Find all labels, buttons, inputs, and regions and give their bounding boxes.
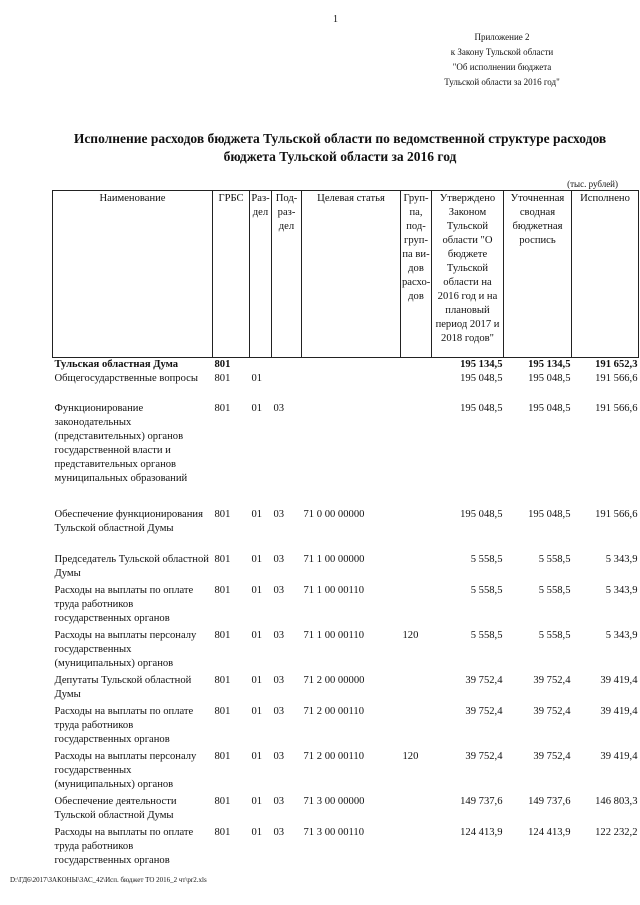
cell-refined: 5 558,5 <box>538 630 571 641</box>
cell-approved: 5 558,5 <box>470 585 503 596</box>
cell-razdel: 01 <box>251 585 263 596</box>
cell-name: Обеспечение функционирования Тульской областной Думы <box>54 509 203 534</box>
cell-target: 71 1 00 00000 <box>303 554 365 565</box>
title-line-2: бюджета Тульской области за 2016 год <box>223 149 457 164</box>
header-target: Целевая статья <box>302 191 401 358</box>
table-row <box>53 402 639 508</box>
cell-group <box>401 674 432 705</box>
cell-refined: 195 048,5 <box>528 403 571 414</box>
cell-approved: 124 413,9 <box>460 827 503 838</box>
cell-razdel: 01 <box>251 796 263 807</box>
cell-group <box>401 402 432 508</box>
header-name: Наименование <box>53 191 213 358</box>
cell-grbs: 801 <box>214 554 231 565</box>
header-approved: Утверждено Законом Тульской области "О бюджете Тульской области на 2016 год и на плановый период 2017 и 2018 годов" <box>432 191 504 358</box>
cell-grbs: 801 <box>214 403 231 414</box>
cell-approved: 39 752,4 <box>465 706 503 717</box>
cell-grbs: 801 <box>214 585 231 596</box>
cell-razdel: 01 <box>251 706 263 717</box>
cell-executed: 191 566,6 <box>595 509 638 520</box>
table-row <box>53 553 639 584</box>
cell-razdel: 01 <box>251 751 263 762</box>
units-label: (тыс. рублей) <box>567 179 618 189</box>
cell-group <box>401 584 432 629</box>
table-row <box>53 795 639 826</box>
cell-group <box>401 372 432 402</box>
cell-refined: 5 558,5 <box>538 554 571 565</box>
cell-approved: 195 048,5 <box>460 373 503 384</box>
cell-target: 71 3 00 00110 <box>303 827 365 838</box>
table-row <box>53 674 639 705</box>
cell-grbs: 801 <box>213 358 250 373</box>
cell-refined: 39 752,4 <box>533 706 571 717</box>
cell-target: 71 2 00 00110 <box>303 706 365 717</box>
cell-approved: 149 737,6 <box>460 796 503 807</box>
cell-podrazdel: 03 <box>273 630 285 641</box>
cell-refined: 124 413,9 <box>528 827 571 838</box>
title-line-1: Исполнение расходов бюджета Тульской области по ведомственной структуре расходов <box>73 131 607 146</box>
annex-line: Тульской области за 2016 год" <box>444 77 560 87</box>
cell-group <box>401 553 432 584</box>
cell-executed: 39 419,4 <box>600 675 638 686</box>
cell-group <box>401 508 432 553</box>
annex-line: к Закону Тульской области <box>450 47 554 57</box>
file-path-footer: D:\ГД6\2017\ЗАКОНЫ\ЗАС_42\Исп. бюджет ТО 2016_2 чт\pr2.xls <box>10 876 207 884</box>
table-body <box>53 358 639 872</box>
cell-refined: 5 558,5 <box>538 585 571 596</box>
cell-approved: 5 558,5 <box>470 630 503 641</box>
cell-refined: 39 752,4 <box>533 751 571 762</box>
cell-podrazdel: 03 <box>273 585 285 596</box>
cell-razdel: 01 <box>251 509 263 520</box>
cell-group <box>401 705 432 750</box>
cell-target: 71 2 00 00000 <box>303 675 365 686</box>
cell-approved: 5 558,5 <box>470 554 503 565</box>
cell-razdel: 01 <box>251 554 263 565</box>
cell-podrazdel: 03 <box>273 706 285 717</box>
cell-group <box>401 795 432 826</box>
table-row <box>53 372 639 402</box>
table-row <box>53 508 639 553</box>
cell-grbs: 801 <box>214 373 231 384</box>
cell-podrazdel: 03 <box>273 751 285 762</box>
cell-podrazdel: 03 <box>273 509 285 520</box>
cell-approved: 39 752,4 <box>465 675 503 686</box>
cell-razdel: 01 <box>251 403 263 414</box>
cell-razdel <box>250 358 272 373</box>
cell-target <box>302 372 401 402</box>
cell-executed: 5 343,9 <box>605 554 638 565</box>
cell-executed: 191 652,3 <box>572 358 639 373</box>
cell-podrazdel: 03 <box>273 796 285 807</box>
cell-grbs: 801 <box>214 509 231 520</box>
header-refined: Уточненная сводная бюджетная роспись <box>504 191 572 358</box>
table-row <box>53 358 639 373</box>
annex-line: "Об исполнении бюджета <box>452 62 552 72</box>
cell-approved: 195 048,5 <box>460 403 503 414</box>
annex-heading <box>392 30 612 90</box>
cell-group <box>401 358 432 373</box>
cell-name: Функционирование законодательных (представительных) органов государственной власти и представительных органов муниципальных образований <box>54 403 188 484</box>
cell-razdel: 01 <box>251 630 263 641</box>
cell-target: 71 1 00 00110 <box>303 585 365 596</box>
header-razdel: Раз-дел <box>250 191 272 358</box>
cell-name: Расходы на выплаты по оплате труда работников государственных органов <box>54 706 194 745</box>
table-row <box>53 750 639 795</box>
cell-refined: 195 048,5 <box>528 509 571 520</box>
cell-razdel: 01 <box>251 827 263 838</box>
cell-grbs: 801 <box>214 675 231 686</box>
cell-podrazdel: 03 <box>273 554 285 565</box>
cell-grbs: 801 <box>214 796 231 807</box>
cell-group: 120 <box>402 630 419 641</box>
cell-podrazdel <box>272 372 302 402</box>
cell-target: 71 1 00 00110 <box>303 630 365 641</box>
header-row <box>53 191 639 358</box>
cell-name: Расходы на выплаты по оплате труда работников государственных органов <box>54 827 194 866</box>
table-row <box>53 584 639 629</box>
table-row <box>53 705 639 750</box>
budget-table <box>52 190 639 871</box>
cell-grbs: 801 <box>214 827 231 838</box>
cell-target: 71 0 00 00000 <box>303 509 365 520</box>
cell-name: Общегосударственные вопросы <box>54 373 198 384</box>
cell-name: Председатель Тульской областной Думы <box>54 554 209 579</box>
cell-podrazdel: 03 <box>273 403 285 414</box>
header-grbs: ГРБС <box>213 191 250 358</box>
table-row <box>53 826 639 871</box>
cell-group: 120 <box>402 751 419 762</box>
cell-grbs: 801 <box>214 751 231 762</box>
cell-name: Тульская областная Дума <box>53 358 213 373</box>
cell-podrazdel: 03 <box>273 675 285 686</box>
cell-approved: 195 048,5 <box>460 509 503 520</box>
cell-target <box>302 358 401 373</box>
cell-refined: 195 134,5 <box>504 358 572 373</box>
page-number: 1 <box>333 14 338 25</box>
header-podrazdel: Под-раз-дел <box>272 191 302 358</box>
cell-executed: 191 566,6 <box>595 373 638 384</box>
cell-target: 71 3 00 00000 <box>303 796 365 807</box>
cell-executed: 122 232,2 <box>595 827 638 838</box>
cell-executed: 146 803,3 <box>595 796 638 807</box>
cell-approved: 195 134,5 <box>432 358 504 373</box>
cell-target <box>302 402 401 508</box>
cell-name: Депутаты Тульской областной Думы <box>54 675 192 700</box>
cell-executed: 39 419,4 <box>600 706 638 717</box>
cell-name: Расходы на выплаты по оплате труда работников государственных органов <box>54 585 194 624</box>
annex-line: Приложение 2 <box>474 32 530 42</box>
table-row <box>53 629 639 674</box>
cell-name: Расходы на выплаты персоналу государственных (муниципальных) органов <box>54 751 197 790</box>
cell-grbs: 801 <box>214 706 231 717</box>
cell-refined: 39 752,4 <box>533 675 571 686</box>
cell-executed: 5 343,9 <box>605 585 638 596</box>
cell-name: Обеспечение деятельности Тульской областной Думы <box>54 796 177 821</box>
header-group: Груп-па, под-груп-па ви-дов расхо-дов <box>401 191 432 358</box>
cell-executed: 5 343,9 <box>605 630 638 641</box>
document-title <box>40 130 640 166</box>
cell-executed: 39 419,4 <box>600 751 638 762</box>
cell-approved: 39 752,4 <box>465 751 503 762</box>
cell-razdel: 01 <box>251 373 263 384</box>
cell-grbs: 801 <box>214 630 231 641</box>
cell-refined: 149 737,6 <box>528 796 571 807</box>
header-executed: Исполнено <box>572 191 639 358</box>
cell-podrazdel: 03 <box>273 827 285 838</box>
cell-refined: 195 048,5 <box>528 373 571 384</box>
cell-target: 71 2 00 00110 <box>303 751 365 762</box>
cell-podrazdel <box>272 358 302 373</box>
cell-group <box>401 826 432 871</box>
cell-executed: 191 566,6 <box>595 403 638 414</box>
cell-name: Расходы на выплаты персоналу государственных (муниципальных) органов <box>54 630 197 669</box>
cell-razdel: 01 <box>251 675 263 686</box>
